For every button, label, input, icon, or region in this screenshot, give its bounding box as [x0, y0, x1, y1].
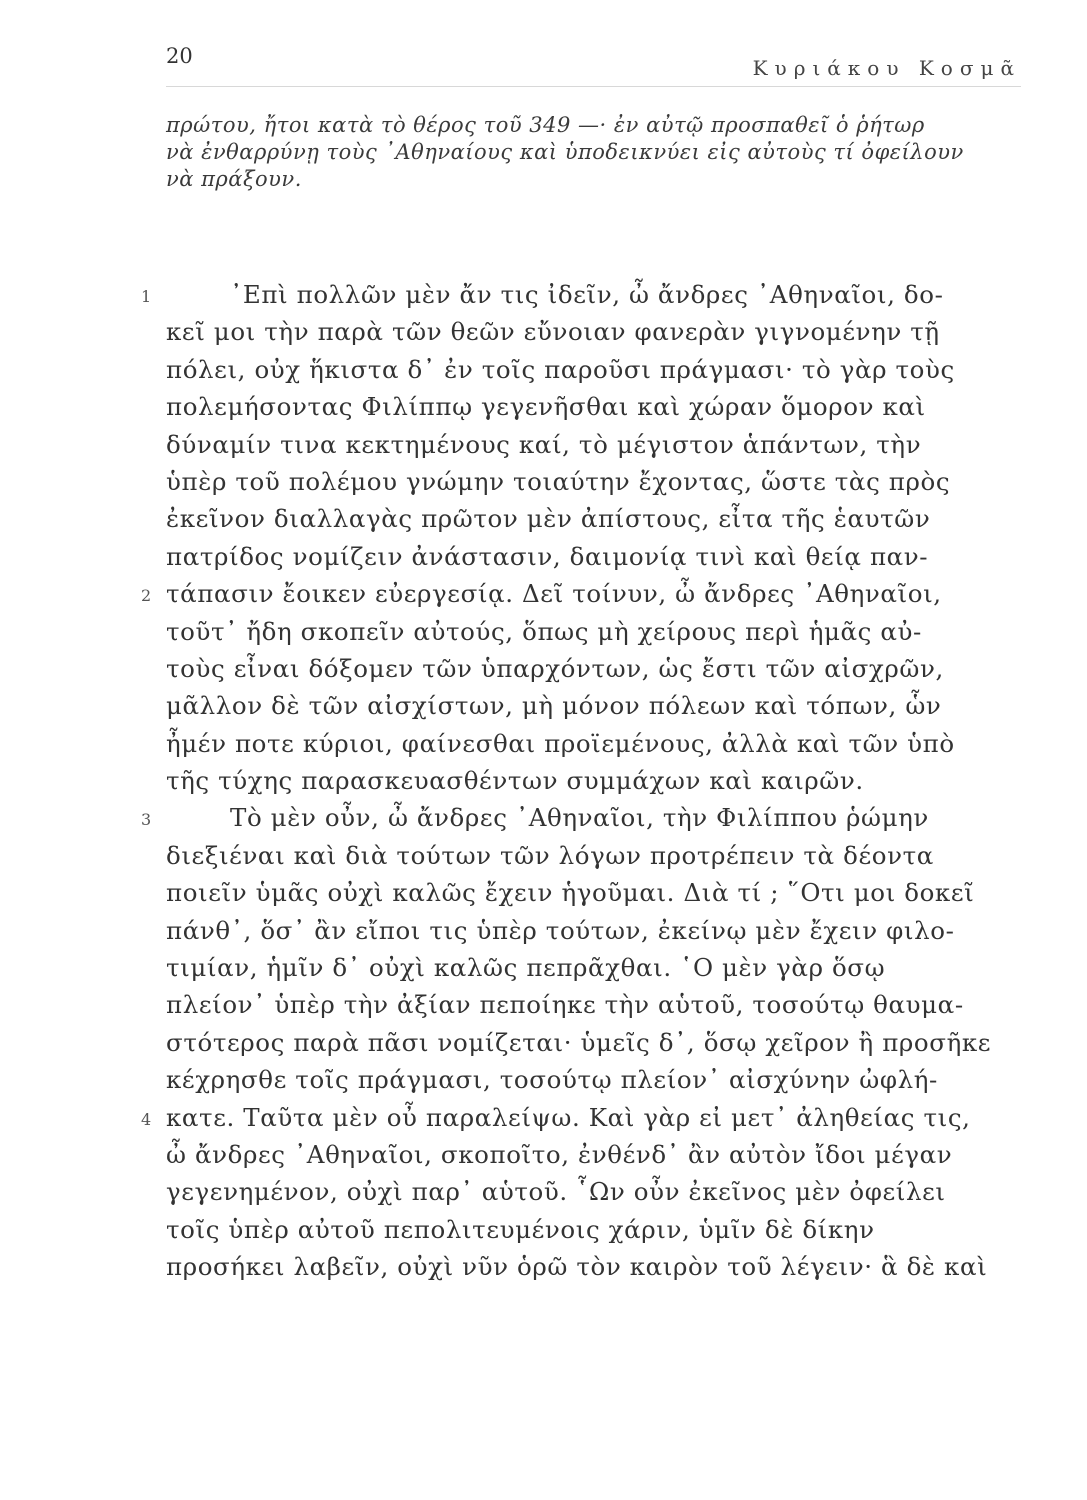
section-number: 4	[141, 1109, 152, 1129]
text-line	[166, 1248, 1026, 1285]
intro-line: πρώτου, ἤτοι κατὰ τὸ θέρος τοῦ 349 —· ἐν αὐτῷ προσπαθεῖ ὁ ῥήτωρ	[166, 113, 925, 137]
section-number: 1	[141, 287, 152, 306]
intro-paragraph	[166, 112, 1026, 193]
line-text: ποιεῖν ὑμᾶς οὐχὶ καλῶς ἔχειν ἡγοῦμαι. Διὰ τί ; ῞Οτι μοι δοκεῖ	[166, 878, 975, 908]
text-line	[166, 1173, 1026, 1210]
text-line	[166, 687, 1026, 724]
text-line	[166, 1211, 1026, 1248]
line-text: μᾶλλον δὲ τῶν αἰσχίστων, μὴ μόνον πόλεων καὶ τόπων, ὧν	[166, 691, 942, 721]
text-line	[141, 1099, 1026, 1136]
line-text: ᾿Επὶ πολλῶν μὲν ἄν τις ἰδεῖν, ὦ ἄνδρες ᾿Αθηναῖοι, δο-	[230, 280, 944, 309]
line-text: ἦμέν ποτε κύριοι, φαίνεσθαι προϊεμένους, ἀλλὰ καὶ τῶν ὑπὸ	[166, 728, 955, 758]
text-line	[166, 874, 1026, 911]
text-line	[141, 575, 1026, 612]
line-text: ὦ ἄνδρες ᾿Αθηναῖοι, σκοποῖτο, ἐνθένδ᾿ ἂν αὐτὸν ἴδοι μέγαν	[166, 1139, 953, 1169]
text-line	[166, 613, 1026, 650]
text-line	[166, 500, 1026, 537]
running-head: Κυριάκου Κοσμᾶ	[752, 56, 1021, 80]
text-line	[166, 949, 1026, 986]
text-line	[166, 1024, 1026, 1061]
text-line	[141, 799, 1026, 836]
text-line	[141, 276, 1026, 313]
line-text: τῆς τύχης παρασκευασθέντων συμμάχων καὶ καιρῶν.	[166, 766, 864, 796]
text-line	[166, 912, 1026, 949]
text-line	[166, 351, 1026, 388]
greek-text-body	[141, 276, 1026, 1286]
text-line	[166, 388, 1026, 425]
text-line	[166, 463, 1026, 500]
line-text: κεῖ μοι τὴν παρὰ τῶν θεῶν εὔνοιαν φανερὰν γιγνομένην τῇ	[166, 317, 940, 347]
line-text: κέχρησθε τοῖς πράγμασι, τοσούτῳ πλείον᾿ αἰσχύνην ὠφλή-	[166, 1065, 938, 1095]
line-text: κατε. Ταῦτα μὲν οὖ παραλείψω. Καὶ γὰρ εἰ μετ᾿ ἀληθείας τις,	[166, 1102, 971, 1132]
line-text: στότερος παρὰ πᾶσι νομίζεται· ὑμεῖς δ᾿, ὅσῳ χεῖρον ἢ προσῆκε	[166, 1027, 992, 1057]
line-text: Τὸ μὲν οὖν, ὦ ἄνδρες ᾿Αθηναῖοι, τὴν Φιλίππου ῥώμην	[230, 803, 929, 833]
line-text: πολεμήσοντας Φιλίππῳ γεγενῆσθαι καὶ χώραν ὅμορον καὶ	[166, 392, 926, 422]
text-line	[166, 426, 1026, 463]
line-text: τιμίαν, ἡμῖν δ᾿ οὐχὶ καλῶς πεπρᾶχθαι. ῾Ο μὲν γὰρ ὅσῳ	[166, 953, 886, 983]
intro-line: νὰ πράξουν.	[166, 167, 302, 191]
line-text: πατρίδος νομίζειν ἀνάστασιν, δαιμονίᾳ τινὶ καὶ θείᾳ παν-	[166, 541, 929, 571]
line-text: προσήκει λαβεῖν, οὐχὶ νῦν ὁρῶ τὸν καιρὸν τοῦ λέγειν· ἃ δὲ καὶ	[166, 1252, 988, 1282]
text-line	[166, 313, 1026, 350]
header-rule	[166, 86, 1021, 87]
line-text: τάπασιν ἔοικεν εὐεργεσίᾳ. Δεῖ τοίνυν, ὦ ἄνδρες ᾿Αθηναῖοι,	[166, 579, 942, 609]
text-line	[166, 762, 1026, 799]
line-text: πάνθ᾿, ὅσ᾿ ἂν εἴποι τις ὑπὲρ τούτων, ἐκείνῳ μὲν ἔχειν φιλο-	[166, 915, 955, 945]
text-line	[166, 986, 1026, 1023]
line-text: τοῦτ᾿ ἤδη σκοπεῖν αὐτούς, ὅπως μὴ χείρους περὶ ἡμᾶς αὐ-	[166, 616, 922, 646]
line-text: τοῖς ὑπὲρ αὐτοῦ πεπολιτευμένοις χάριν, ὑμῖν δὲ δίκην	[166, 1214, 875, 1244]
text-line	[166, 538, 1026, 575]
text-line	[166, 1136, 1026, 1173]
text-line	[166, 650, 1026, 687]
section-number: 3	[141, 810, 152, 830]
line-text: τοὺς εἶναι δόξομεν τῶν ὑπαρχόντων, ὡς ἔστι τῶν αἰσχρῶν,	[166, 653, 944, 683]
page-number: 20	[166, 44, 193, 68]
line-text: γεγενημένον, οὐχὶ παρ᾿ αὑτοῦ. ῟Ων οὖν ἐκεῖνος μὲν ὀφείλει	[166, 1177, 946, 1207]
text-line	[166, 837, 1026, 874]
line-text: ἐκεῖνον διαλλαγὰς πρῶτον μὲν ἀπίστους, εἶτα τῆς ἑαυτῶν	[166, 504, 931, 534]
line-text: πόλει, οὐχ ἥκιστα δ᾿ ἐν τοῖς παροῦσι πράγμασι· τὸ γὰρ τοὺς	[166, 354, 955, 384]
line-text: ὑπὲρ τοῦ πολέμου γνώμην τοιαύτην ἔχοντας, ὥστε τὰς πρὸς	[166, 466, 951, 496]
text-line	[166, 1061, 1026, 1098]
line-text: πλείον᾿ ὑπὲρ τὴν ἀξίαν πεποίηκε τὴν αὑτοῦ, τοσούτῳ θαυμα-	[166, 990, 964, 1020]
text-line	[166, 725, 1026, 762]
line-text: διεξιέναι καὶ διὰ τούτων τῶν λόγων προτρέπειν τὰ δέοντα	[166, 840, 934, 870]
section-number: 2	[141, 586, 152, 606]
intro-line: νὰ ἐνθαρρύνῃ τοὺς ᾿Αθηναίους καὶ ὑποδεικνύει εἰς αὐτοὺς τί ὀφείλουν	[166, 140, 964, 164]
line-text: δύναμίν τινα κεκτημένους καί, τὸ μέγιστον ἁπάντων, τὴν	[166, 429, 922, 459]
